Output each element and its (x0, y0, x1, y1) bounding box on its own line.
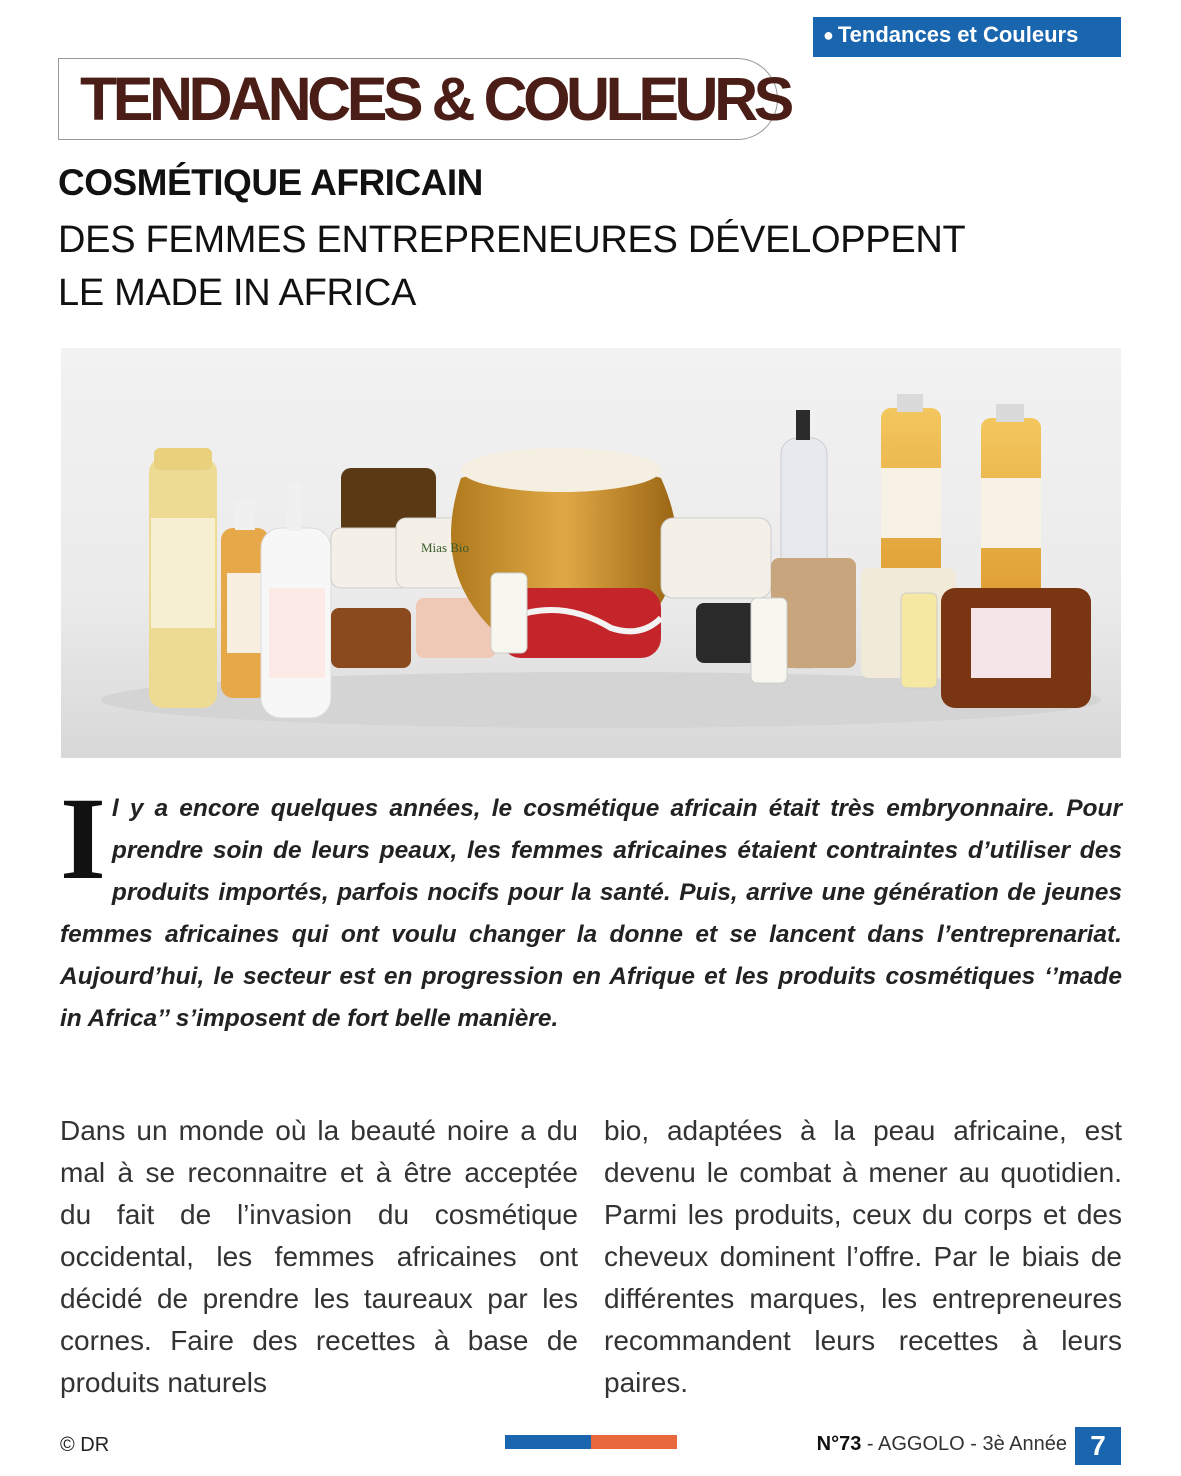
body-column-1: Dans un monde où la beauté noire a du mal à se reconnaitre et à être acceptée du fait de l’invasion du cosmétique occidental, les femmes africaines ont décidé de prendre les taureaux par les cornes. Faire des recettes à base de produits naturels (60, 1115, 578, 1398)
article-kicker: COSMÉTIQUE AFRICAIN (58, 162, 483, 203)
page-number: 7 (1075, 1427, 1121, 1465)
footer-bar-orange (591, 1435, 677, 1449)
body-column-2: bio, adaptées à la peau africaine, est devenu le combat à mener au quotidien. Parmi les produits, ceux du corps et des cheveux dominent l’offre. Par le biais de différentes marques, les entrepreneures recommandent leurs recettes à leurs paires. (604, 1115, 1122, 1398)
headline-line-2: LE MADE IN AFRICA (58, 272, 417, 314)
article-headline (58, 214, 965, 320)
photo-credit: © DR (60, 1434, 110, 1456)
section-tag (813, 17, 1121, 57)
brand-label: Mias Bio (421, 540, 470, 555)
footer-issue-info (817, 1433, 1067, 1456)
section-tag-label: Tendances et Couleurs (837, 22, 1079, 47)
bullet-icon: ● (823, 25, 834, 45)
headline-line-1: DES FEMMES ENTREPRENEURES DÉVELOPPENT (58, 219, 966, 261)
intro-text: l y a encore quelques années, le cosmétique africain était très embryonnaire. Pour prendre soin de leurs peaux, les femmes africaines étaient contraintes d’utiliser des produits importés, parfois nocifs pour la santé. Puis, arrive une génération de jeunes femmes africaines qui ont voulu changer la donne et se lancent dans l’entreprenariat. Aujourd’hui, le secteur est en progression en Afrique et les produits cosmétiques ‘’made in Africa’’ s’imposent de fort belle manière. (60, 795, 1122, 1032)
issue-number: N°73 (816, 1433, 862, 1455)
publication-info: - AGGOLO - 3è Année (861, 1433, 1067, 1455)
footer-bar-blue (505, 1435, 591, 1449)
dropcap: I (60, 773, 106, 904)
cosmetics-products-illustration (61, 348, 1121, 758)
article-intro (60, 773, 1122, 1040)
product-photo (61, 348, 1121, 758)
masthead-title: TENDANCES & COULEURS (80, 65, 790, 133)
